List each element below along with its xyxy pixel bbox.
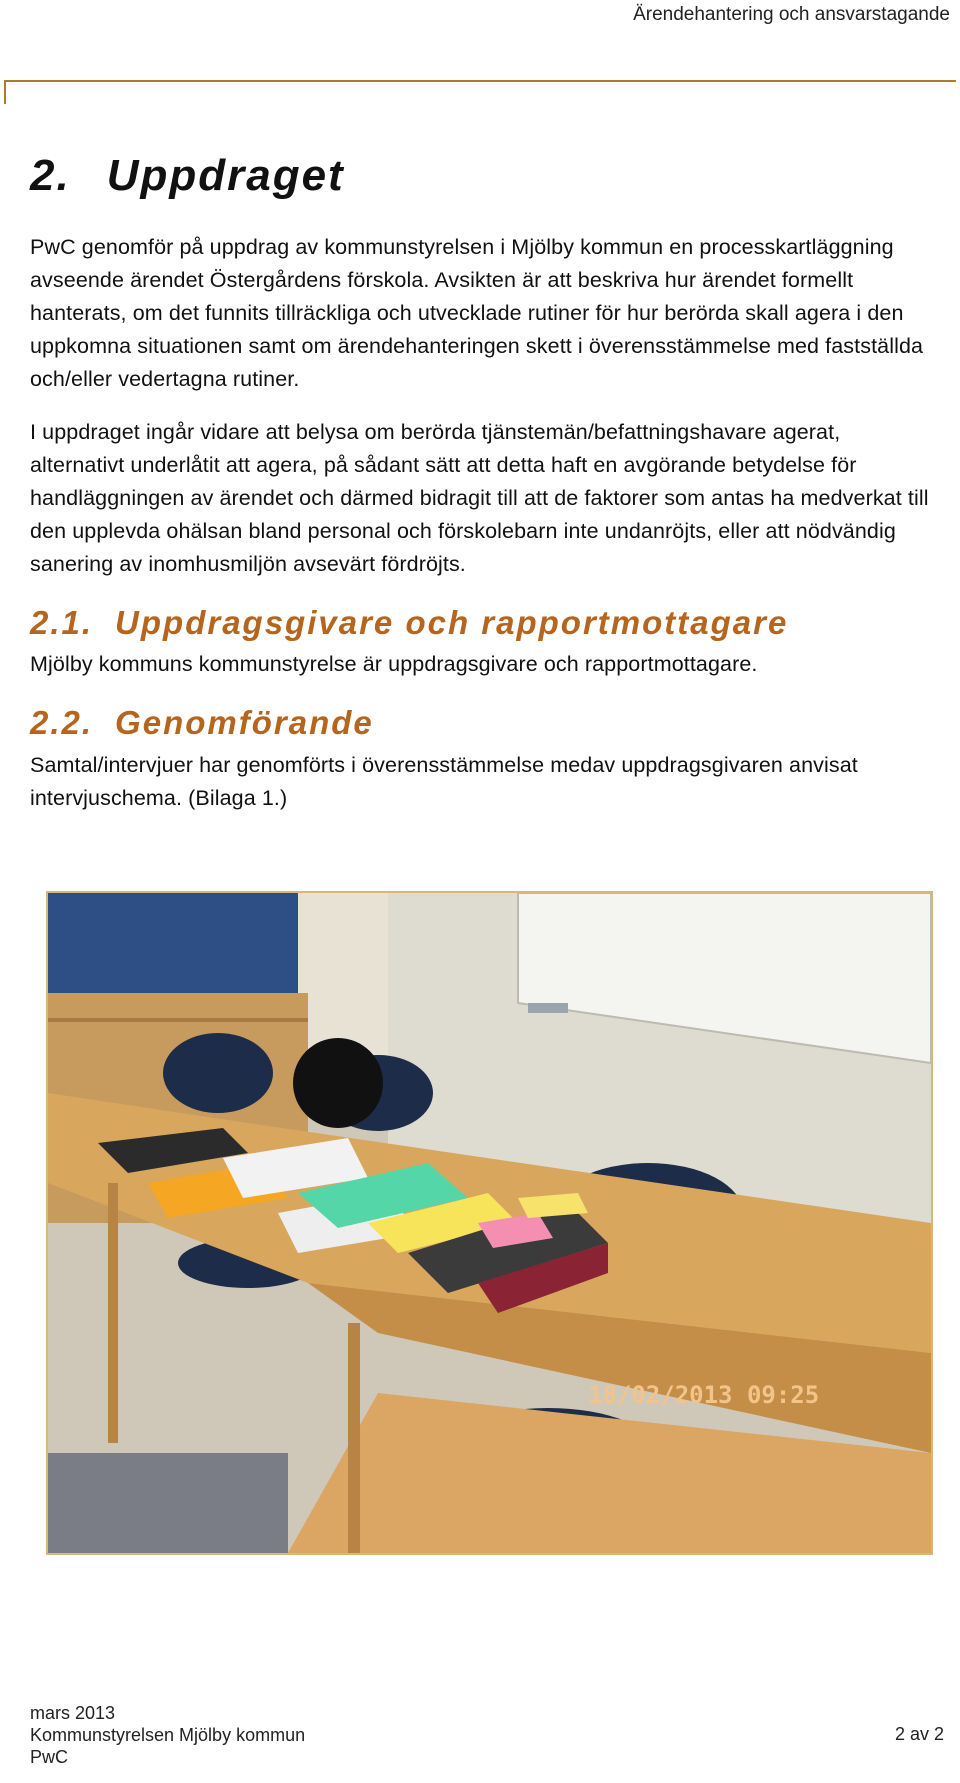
- client-paragraph: Mjölby kommuns kommunstyrelse är uppdragsgivare och rapportmottagare.: [30, 652, 758, 677]
- chair-back: [163, 1033, 273, 1113]
- footer-organisation: Kommunstyrelsen Mjölby kommun: [30, 1725, 306, 1745]
- footer-left: [30, 1702, 305, 1768]
- subsection-heading-method: [30, 703, 930, 743]
- section-heading: [30, 150, 930, 203]
- subsection-number: 2.1.: [30, 603, 94, 641]
- table-leg: [108, 1183, 118, 1443]
- table-leg: [348, 1323, 360, 1553]
- subsection-title: Uppdragsgivare och rapportmottagare: [115, 603, 789, 641]
- method-paragraph: Samtal/intervjuer har genomförts i överensstämmelse medav uppdragsgivaren anvisat intervjuschema. (Bilaga 1.): [30, 752, 858, 810]
- running-header-title: Ärendehantering och ansvarstagande: [633, 4, 950, 25]
- photo-illustration: [48, 893, 931, 1553]
- footer-company: PwC: [30, 1747, 69, 1767]
- subsection-title: Genomförande: [115, 704, 374, 742]
- meeting-room-photo: [46, 891, 933, 1555]
- header-rule: [4, 80, 956, 82]
- subsection-number: 2.2.: [30, 704, 94, 742]
- section-title: Uppdraget: [106, 151, 345, 200]
- section-number: 2.: [30, 151, 71, 200]
- page-content: [30, 150, 930, 835]
- page-number: 2 av 2: [894, 1724, 944, 1744]
- whiteboard-marker: [528, 1003, 568, 1013]
- header-rule-tick: [4, 80, 6, 104]
- intro-paragraph: PwC genomför på uppdrag av kommunstyrelsen i Mjölby kommun en processkartläggning avseende ärendet Östergårdens förskola. Avsikten är att beskriva hur ärendet formellt hanterats, om det funnits tillräckliga och utvecklade rutiner för hur berörda skall agera i den uppkomna situationen samt om ärendehanteringen skett i överensstämmelse med fastställda och/eller vedertagna rutiner.: [30, 234, 924, 391]
- subsection-heading-client: [30, 603, 930, 643]
- scope-paragraph: I uppdraget ingår vidare att belysa om berörda tjänstemän/befattningshavare agerat, alternativt underlåtit att agera, på sådant sätt att detta haft en avgörande betydelse för handläggningen av ärendet och därmed bidragit till att de faktorer som antas ha medverkat till den upplevda ohälsan bland personal och förskolebarn inte undanröjts, eller att nödvändig sanering av inomhusmiljön avsevärt fördröjts.: [30, 419, 929, 576]
- black-bag: [293, 1038, 383, 1128]
- photo-timestamp: 18/02/2013 09:25: [588, 1381, 820, 1409]
- footer-date: mars 2013: [30, 1703, 116, 1723]
- cabinet-edge: [48, 1018, 308, 1022]
- floor: [48, 1453, 288, 1553]
